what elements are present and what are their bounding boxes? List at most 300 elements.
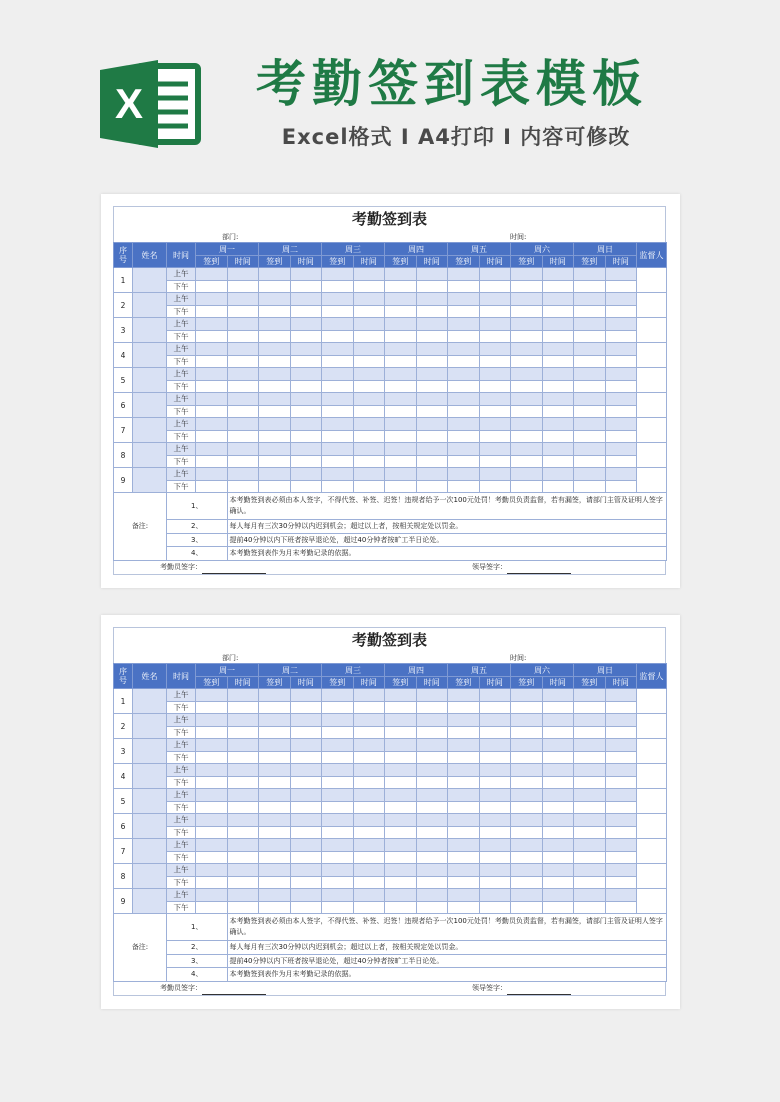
sign-cell[interactable] xyxy=(322,789,354,802)
sign-cell[interactable] xyxy=(448,789,480,802)
sign-cell[interactable] xyxy=(448,839,480,852)
time-cell[interactable] xyxy=(290,268,322,281)
time-cell[interactable] xyxy=(416,851,448,864)
time-cell[interactable] xyxy=(227,751,259,764)
time-cell[interactable] xyxy=(353,701,385,714)
time-cell[interactable] xyxy=(479,764,511,777)
time-cell[interactable] xyxy=(290,330,322,343)
name-cell[interactable] xyxy=(133,689,167,714)
sign-cell[interactable] xyxy=(385,801,417,814)
supervisor-cell[interactable] xyxy=(637,393,667,418)
sign-cell[interactable] xyxy=(385,355,417,368)
sign-cell[interactable] xyxy=(196,689,228,702)
time-cell[interactable] xyxy=(479,318,511,331)
time-cell[interactable] xyxy=(542,864,574,877)
supervisor-cell[interactable] xyxy=(637,443,667,468)
sign-cell[interactable] xyxy=(259,430,291,443)
sign-cell[interactable] xyxy=(448,480,480,493)
sign-cell[interactable] xyxy=(385,305,417,318)
time-cell[interactable] xyxy=(416,826,448,839)
name-cell[interactable] xyxy=(133,343,167,368)
sign-cell[interactable] xyxy=(574,330,606,343)
sign-cell[interactable] xyxy=(322,268,354,281)
sign-cell[interactable] xyxy=(511,355,543,368)
time-cell[interactable] xyxy=(542,901,574,914)
time-cell[interactable] xyxy=(479,689,511,702)
time-cell[interactable] xyxy=(227,864,259,877)
sign-cell[interactable] xyxy=(385,280,417,293)
time-cell[interactable] xyxy=(542,751,574,764)
time-cell[interactable] xyxy=(479,480,511,493)
time-cell[interactable] xyxy=(290,689,322,702)
sign-cell[interactable] xyxy=(259,355,291,368)
time-cell[interactable] xyxy=(416,468,448,481)
time-cell[interactable] xyxy=(416,726,448,739)
time-cell[interactable] xyxy=(353,330,385,343)
sign-cell[interactable] xyxy=(196,380,228,393)
time-cell[interactable] xyxy=(353,801,385,814)
time-cell[interactable] xyxy=(605,343,637,356)
time-cell[interactable] xyxy=(479,455,511,468)
time-cell[interactable] xyxy=(542,405,574,418)
time-cell[interactable] xyxy=(227,776,259,789)
sign-cell[interactable] xyxy=(448,280,480,293)
name-cell[interactable] xyxy=(133,814,167,839)
sign-cell[interactable] xyxy=(196,776,228,789)
supervisor-cell[interactable] xyxy=(637,739,667,764)
time-cell[interactable] xyxy=(227,714,259,727)
sign-cell[interactable] xyxy=(574,776,606,789)
sign-cell[interactable] xyxy=(259,701,291,714)
time-cell[interactable] xyxy=(479,380,511,393)
sign-cell[interactable] xyxy=(196,443,228,456)
sign-cell[interactable] xyxy=(385,443,417,456)
time-cell[interactable] xyxy=(542,814,574,827)
sign-cell[interactable] xyxy=(385,751,417,764)
time-cell[interactable] xyxy=(353,418,385,431)
supervisor-cell[interactable] xyxy=(637,839,667,864)
time-cell[interactable] xyxy=(479,293,511,306)
time-cell[interactable] xyxy=(227,343,259,356)
time-cell[interactable] xyxy=(605,864,637,877)
sign-cell[interactable] xyxy=(322,776,354,789)
time-cell[interactable] xyxy=(416,443,448,456)
sign-cell[interactable] xyxy=(511,751,543,764)
time-cell[interactable] xyxy=(479,430,511,443)
time-cell[interactable] xyxy=(479,864,511,877)
time-cell[interactable] xyxy=(290,851,322,864)
time-cell[interactable] xyxy=(542,739,574,752)
sign-cell[interactable] xyxy=(322,901,354,914)
time-cell[interactable] xyxy=(290,355,322,368)
time-cell[interactable] xyxy=(479,889,511,902)
sign-cell[interactable] xyxy=(511,889,543,902)
sign-cell[interactable] xyxy=(196,789,228,802)
sign-cell[interactable] xyxy=(574,380,606,393)
name-cell[interactable] xyxy=(133,714,167,739)
time-cell[interactable] xyxy=(542,876,574,889)
sign-cell[interactable] xyxy=(574,851,606,864)
time-cell[interactable] xyxy=(416,393,448,406)
time-cell[interactable] xyxy=(227,355,259,368)
time-cell[interactable] xyxy=(353,380,385,393)
time-cell[interactable] xyxy=(416,876,448,889)
time-cell[interactable] xyxy=(227,430,259,443)
sign-cell[interactable] xyxy=(574,751,606,764)
time-cell[interactable] xyxy=(227,480,259,493)
time-cell[interactable] xyxy=(227,814,259,827)
sign-cell[interactable] xyxy=(196,739,228,752)
name-cell[interactable] xyxy=(133,368,167,393)
sign-cell[interactable] xyxy=(259,689,291,702)
time-cell[interactable] xyxy=(605,418,637,431)
time-cell[interactable] xyxy=(542,418,574,431)
sign-cell[interactable] xyxy=(322,851,354,864)
sign-cell[interactable] xyxy=(322,751,354,764)
supervisor-cell[interactable] xyxy=(637,714,667,739)
sign-cell[interactable] xyxy=(574,826,606,839)
time-cell[interactable] xyxy=(227,839,259,852)
time-cell[interactable] xyxy=(542,468,574,481)
sign-cell[interactable] xyxy=(385,889,417,902)
time-cell[interactable] xyxy=(416,318,448,331)
time-cell[interactable] xyxy=(227,789,259,802)
sign-cell[interactable] xyxy=(259,455,291,468)
sign-cell[interactable] xyxy=(259,864,291,877)
sign-cell[interactable] xyxy=(511,701,543,714)
sign-cell[interactable] xyxy=(259,826,291,839)
sign-cell[interactable] xyxy=(196,480,228,493)
sign-cell[interactable] xyxy=(322,368,354,381)
time-cell[interactable] xyxy=(479,876,511,889)
sign-cell[interactable] xyxy=(259,343,291,356)
time-cell[interactable] xyxy=(290,343,322,356)
time-cell[interactable] xyxy=(290,280,322,293)
sign-cell[interactable] xyxy=(448,701,480,714)
time-cell[interactable] xyxy=(605,455,637,468)
sign-cell[interactable] xyxy=(259,851,291,864)
sign-cell[interactable] xyxy=(196,814,228,827)
sign-cell[interactable] xyxy=(322,864,354,877)
time-cell[interactable] xyxy=(227,901,259,914)
time-cell[interactable] xyxy=(353,901,385,914)
sign-cell[interactable] xyxy=(196,418,228,431)
sign-cell[interactable] xyxy=(196,468,228,481)
sign-cell[interactable] xyxy=(511,864,543,877)
time-cell[interactable] xyxy=(290,764,322,777)
sign-cell[interactable] xyxy=(259,468,291,481)
sign-cell[interactable] xyxy=(196,343,228,356)
sign-cell[interactable] xyxy=(259,776,291,789)
sign-cell[interactable] xyxy=(448,443,480,456)
time-cell[interactable] xyxy=(290,826,322,839)
time-cell[interactable] xyxy=(542,714,574,727)
sign-cell[interactable] xyxy=(574,343,606,356)
time-cell[interactable] xyxy=(227,876,259,889)
time-cell[interactable] xyxy=(353,789,385,802)
time-cell[interactable] xyxy=(290,380,322,393)
time-cell[interactable] xyxy=(542,839,574,852)
time-cell[interactable] xyxy=(542,293,574,306)
sign-cell[interactable] xyxy=(196,714,228,727)
sign-cell[interactable] xyxy=(322,889,354,902)
supervisor-cell[interactable] xyxy=(637,293,667,318)
time-cell[interactable] xyxy=(416,801,448,814)
time-cell[interactable] xyxy=(605,701,637,714)
sign-cell[interactable] xyxy=(511,343,543,356)
time-cell[interactable] xyxy=(416,776,448,789)
sign-cell[interactable] xyxy=(196,305,228,318)
time-cell[interactable] xyxy=(353,368,385,381)
name-cell[interactable] xyxy=(133,764,167,789)
time-cell[interactable] xyxy=(290,430,322,443)
time-cell[interactable] xyxy=(416,380,448,393)
sign-cell[interactable] xyxy=(448,689,480,702)
sign-cell[interactable] xyxy=(448,826,480,839)
sign-cell[interactable] xyxy=(196,318,228,331)
time-cell[interactable] xyxy=(227,739,259,752)
sign-cell[interactable] xyxy=(259,418,291,431)
time-cell[interactable] xyxy=(479,739,511,752)
sign-cell[interactable] xyxy=(511,418,543,431)
sign-cell[interactable] xyxy=(574,864,606,877)
sign-cell[interactable] xyxy=(448,776,480,789)
sign-cell[interactable] xyxy=(574,393,606,406)
time-cell[interactable] xyxy=(605,739,637,752)
time-cell[interactable] xyxy=(605,280,637,293)
sign-cell[interactable] xyxy=(448,864,480,877)
name-cell[interactable] xyxy=(133,839,167,864)
sign-cell[interactable] xyxy=(511,368,543,381)
sign-cell[interactable] xyxy=(322,764,354,777)
supervisor-cell[interactable] xyxy=(637,343,667,368)
time-cell[interactable] xyxy=(227,826,259,839)
sign-cell[interactable] xyxy=(322,393,354,406)
time-cell[interactable] xyxy=(605,889,637,902)
sign-cell[interactable] xyxy=(322,826,354,839)
sign-cell[interactable] xyxy=(196,430,228,443)
time-cell[interactable] xyxy=(227,330,259,343)
sign-cell[interactable] xyxy=(385,826,417,839)
time-cell[interactable] xyxy=(605,480,637,493)
sign-cell[interactable] xyxy=(259,280,291,293)
sign-cell[interactable] xyxy=(259,443,291,456)
time-cell[interactable] xyxy=(353,468,385,481)
time-cell[interactable] xyxy=(542,318,574,331)
sign-cell[interactable] xyxy=(385,368,417,381)
sign-cell[interactable] xyxy=(322,739,354,752)
time-cell[interactable] xyxy=(605,380,637,393)
time-cell[interactable] xyxy=(542,701,574,714)
name-cell[interactable] xyxy=(133,418,167,443)
time-cell[interactable] xyxy=(227,305,259,318)
sign-cell[interactable] xyxy=(574,305,606,318)
sign-cell[interactable] xyxy=(196,280,228,293)
time-cell[interactable] xyxy=(353,455,385,468)
sign-cell[interactable] xyxy=(385,455,417,468)
time-cell[interactable] xyxy=(479,839,511,852)
time-cell[interactable] xyxy=(479,280,511,293)
time-cell[interactable] xyxy=(227,318,259,331)
sign-cell[interactable] xyxy=(196,839,228,852)
time-cell[interactable] xyxy=(227,764,259,777)
sign-cell[interactable] xyxy=(385,480,417,493)
sign-cell[interactable] xyxy=(385,701,417,714)
sign-cell[interactable] xyxy=(259,876,291,889)
time-cell[interactable] xyxy=(353,443,385,456)
sign-cell[interactable] xyxy=(448,814,480,827)
sign-cell[interactable] xyxy=(448,380,480,393)
sign-cell[interactable] xyxy=(259,839,291,852)
time-cell[interactable] xyxy=(290,789,322,802)
sign-cell[interactable] xyxy=(511,839,543,852)
time-cell[interactable] xyxy=(542,789,574,802)
supervisor-cell[interactable] xyxy=(637,468,667,493)
time-cell[interactable] xyxy=(227,443,259,456)
name-cell[interactable] xyxy=(133,468,167,493)
sign-cell[interactable] xyxy=(511,689,543,702)
time-cell[interactable] xyxy=(605,839,637,852)
sign-cell[interactable] xyxy=(259,789,291,802)
sign-cell[interactable] xyxy=(385,405,417,418)
sign-cell[interactable] xyxy=(511,455,543,468)
time-cell[interactable] xyxy=(479,776,511,789)
time-cell[interactable] xyxy=(605,318,637,331)
time-cell[interactable] xyxy=(290,739,322,752)
time-cell[interactable] xyxy=(416,839,448,852)
time-cell[interactable] xyxy=(290,801,322,814)
sign-cell[interactable] xyxy=(196,405,228,418)
time-cell[interactable] xyxy=(290,901,322,914)
sign-cell[interactable] xyxy=(322,355,354,368)
sign-cell[interactable] xyxy=(574,293,606,306)
sign-cell[interactable] xyxy=(196,368,228,381)
time-cell[interactable] xyxy=(605,430,637,443)
sign-cell[interactable] xyxy=(322,293,354,306)
time-cell[interactable] xyxy=(605,876,637,889)
sign-cell[interactable] xyxy=(322,318,354,331)
sign-cell[interactable] xyxy=(259,814,291,827)
sign-cell[interactable] xyxy=(448,405,480,418)
time-cell[interactable] xyxy=(479,468,511,481)
time-cell[interactable] xyxy=(542,393,574,406)
supervisor-cell[interactable] xyxy=(637,864,667,889)
time-cell[interactable] xyxy=(605,789,637,802)
sign-cell[interactable] xyxy=(511,801,543,814)
time-cell[interactable] xyxy=(416,739,448,752)
time-cell[interactable] xyxy=(542,443,574,456)
time-cell[interactable] xyxy=(416,430,448,443)
sign-cell[interactable] xyxy=(385,468,417,481)
time-cell[interactable] xyxy=(605,714,637,727)
sign-cell[interactable] xyxy=(322,701,354,714)
time-cell[interactable] xyxy=(353,776,385,789)
time-cell[interactable] xyxy=(290,839,322,852)
sign-cell[interactable] xyxy=(448,889,480,902)
sign-cell[interactable] xyxy=(322,839,354,852)
time-cell[interactable] xyxy=(605,851,637,864)
time-cell[interactable] xyxy=(290,876,322,889)
sign-cell[interactable] xyxy=(385,330,417,343)
time-cell[interactable] xyxy=(542,280,574,293)
time-cell[interactable] xyxy=(479,330,511,343)
supervisor-cell[interactable] xyxy=(637,789,667,814)
sign-cell[interactable] xyxy=(196,393,228,406)
sign-cell[interactable] xyxy=(259,368,291,381)
time-cell[interactable] xyxy=(542,801,574,814)
sign-cell[interactable] xyxy=(511,814,543,827)
time-cell[interactable] xyxy=(542,430,574,443)
time-cell[interactable] xyxy=(416,889,448,902)
time-cell[interactable] xyxy=(416,901,448,914)
time-cell[interactable] xyxy=(290,305,322,318)
time-cell[interactable] xyxy=(353,480,385,493)
time-cell[interactable] xyxy=(542,776,574,789)
time-cell[interactable] xyxy=(542,455,574,468)
sign-cell[interactable] xyxy=(322,876,354,889)
time-cell[interactable] xyxy=(605,764,637,777)
time-cell[interactable] xyxy=(227,851,259,864)
sign-cell[interactable] xyxy=(196,826,228,839)
sign-cell[interactable] xyxy=(448,801,480,814)
sign-cell[interactable] xyxy=(448,739,480,752)
sign-cell[interactable] xyxy=(385,839,417,852)
sign-cell[interactable] xyxy=(574,355,606,368)
time-cell[interactable] xyxy=(227,280,259,293)
sign-cell[interactable] xyxy=(259,764,291,777)
time-cell[interactable] xyxy=(542,305,574,318)
time-cell[interactable] xyxy=(479,789,511,802)
name-cell[interactable] xyxy=(133,393,167,418)
time-cell[interactable] xyxy=(542,726,574,739)
sign-cell[interactable] xyxy=(448,293,480,306)
time-cell[interactable] xyxy=(605,393,637,406)
sign-cell[interactable] xyxy=(196,355,228,368)
sign-cell[interactable] xyxy=(259,380,291,393)
time-cell[interactable] xyxy=(416,293,448,306)
name-cell[interactable] xyxy=(133,318,167,343)
time-cell[interactable] xyxy=(605,368,637,381)
time-cell[interactable] xyxy=(479,901,511,914)
sign-cell[interactable] xyxy=(322,405,354,418)
time-cell[interactable] xyxy=(227,405,259,418)
sign-cell[interactable] xyxy=(448,876,480,889)
time-cell[interactable] xyxy=(227,801,259,814)
sign-cell[interactable] xyxy=(322,801,354,814)
supervisor-cell[interactable] xyxy=(637,368,667,393)
time-cell[interactable] xyxy=(605,801,637,814)
time-cell[interactable] xyxy=(290,814,322,827)
time-cell[interactable] xyxy=(416,330,448,343)
sign-cell[interactable] xyxy=(322,455,354,468)
sign-cell[interactable] xyxy=(259,393,291,406)
sign-cell[interactable] xyxy=(574,801,606,814)
time-cell[interactable] xyxy=(227,293,259,306)
sign-cell[interactable] xyxy=(196,455,228,468)
name-cell[interactable] xyxy=(133,268,167,293)
time-cell[interactable] xyxy=(479,726,511,739)
sign-cell[interactable] xyxy=(196,851,228,864)
sign-cell[interactable] xyxy=(385,739,417,752)
time-cell[interactable] xyxy=(290,480,322,493)
sign-cell[interactable] xyxy=(196,268,228,281)
name-cell[interactable] xyxy=(133,889,167,914)
sign-cell[interactable] xyxy=(511,739,543,752)
time-cell[interactable] xyxy=(605,268,637,281)
sign-cell[interactable] xyxy=(385,851,417,864)
time-cell[interactable] xyxy=(353,430,385,443)
sign-cell[interactable] xyxy=(574,901,606,914)
